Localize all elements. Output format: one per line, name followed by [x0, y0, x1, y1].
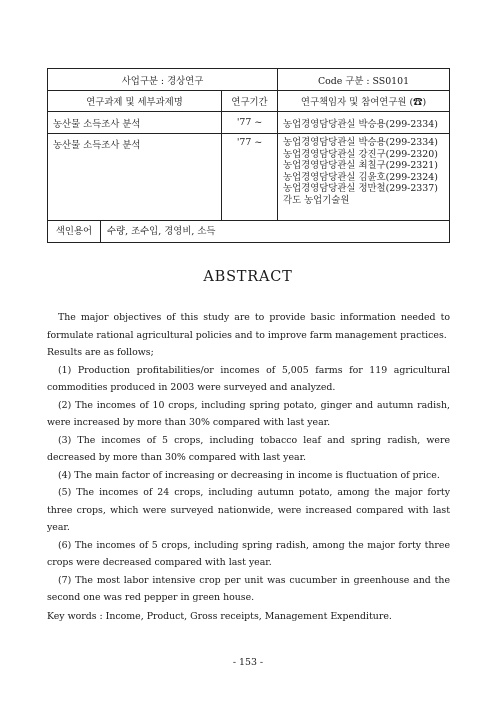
- result-item: (3) The incomes of 5 crops, including tobacco leaf and spring radish, were decreased by more than 30% compared with last year.: [47, 434, 450, 463]
- result-item: (4) The main factor of increasing or decreasing in income is fluctuation of price.: [58, 469, 440, 481]
- row1-project: 농산물 소득조사 분석: [48, 112, 222, 134]
- researcher-entry: 농업경영담당관실 강진구(299-2320): [283, 148, 438, 160]
- keywords-line: Key words : Income, Product, Gross receipts, Management Expenditure.: [47, 611, 392, 622]
- index-label: 색인용어: [48, 221, 101, 242]
- researcher-entry: 각도 농업기술원: [283, 194, 350, 206]
- table-header-row: [48, 91, 450, 112]
- code-cell: Code 구분 : SS0101: [278, 69, 450, 91]
- page-number: - 153 -: [232, 657, 264, 668]
- index-terms-row: [48, 221, 450, 243]
- result-item: (2) The incomes of 10 crops, including spring potato, ginger and autumn radish, were increased by more than 30% compared with last year.: [47, 399, 450, 428]
- header-project: 연구과제 및 세부과제명: [48, 91, 222, 112]
- header-researcher: 연구책임자 및 참여연구원 (☎): [278, 91, 450, 112]
- row2-project: 농산물 소득조사 분석: [48, 134, 222, 221]
- abstract-body: [47, 309, 450, 607]
- index-terms: 수량, 조수입, 경영비, 소득: [107, 226, 216, 237]
- row2-period: '77 ~: [222, 134, 278, 221]
- result-item: (1) Production profitabilities/or incomes of 5,005 farms for 119 agricultural commodities produced in 2003 were surveyed and analyzed.: [47, 364, 450, 393]
- researcher-entry: 농업경영담당관실 김윤호(299-2324): [283, 171, 438, 183]
- researcher-entry: 농업경영담당관실 정만철(299-2337): [283, 183, 438, 195]
- row1-period: '77 ~: [222, 112, 278, 134]
- result-item: (5) The incomes of 24 crops, including autumn potato, among the major forty three crops, which were surveyed nationwide, were increased compared with last year.: [47, 487, 450, 533]
- abstract-intro: The major objectives of this study are to provide basic information needed to formulate rational agricultural policies and to improve farm management practices.: [47, 312, 450, 341]
- table-row: [48, 134, 450, 221]
- result-item: (6) The incomes of 5 crops, including spring radish, among the major forty three crops were decreased compared with last year.: [47, 539, 450, 568]
- project-info-table: [47, 68, 450, 243]
- results-lead: Results are as follows;: [47, 347, 154, 358]
- abstract-title: ABSTRACT: [203, 269, 293, 285]
- project-type-row: [48, 69, 450, 91]
- row1-researcher: 농업경영담당관실 박승용(299-2334): [278, 112, 450, 134]
- researcher-entry: 농업경영담당관실 최칠구(299-2321): [283, 160, 438, 172]
- project-type-cell: 사업구분 : 경상연구: [48, 69, 278, 91]
- result-item: (7) The most labor intensive crop per unit was cucumber in greenhouse and the second one was red pepper in green house.: [47, 574, 450, 603]
- header-period: 연구기간: [222, 91, 278, 112]
- row2-researchers: [278, 134, 450, 221]
- table-row: [48, 112, 450, 134]
- researcher-entry: 농업경영담당관실 박승용(299-2334): [283, 137, 438, 148]
